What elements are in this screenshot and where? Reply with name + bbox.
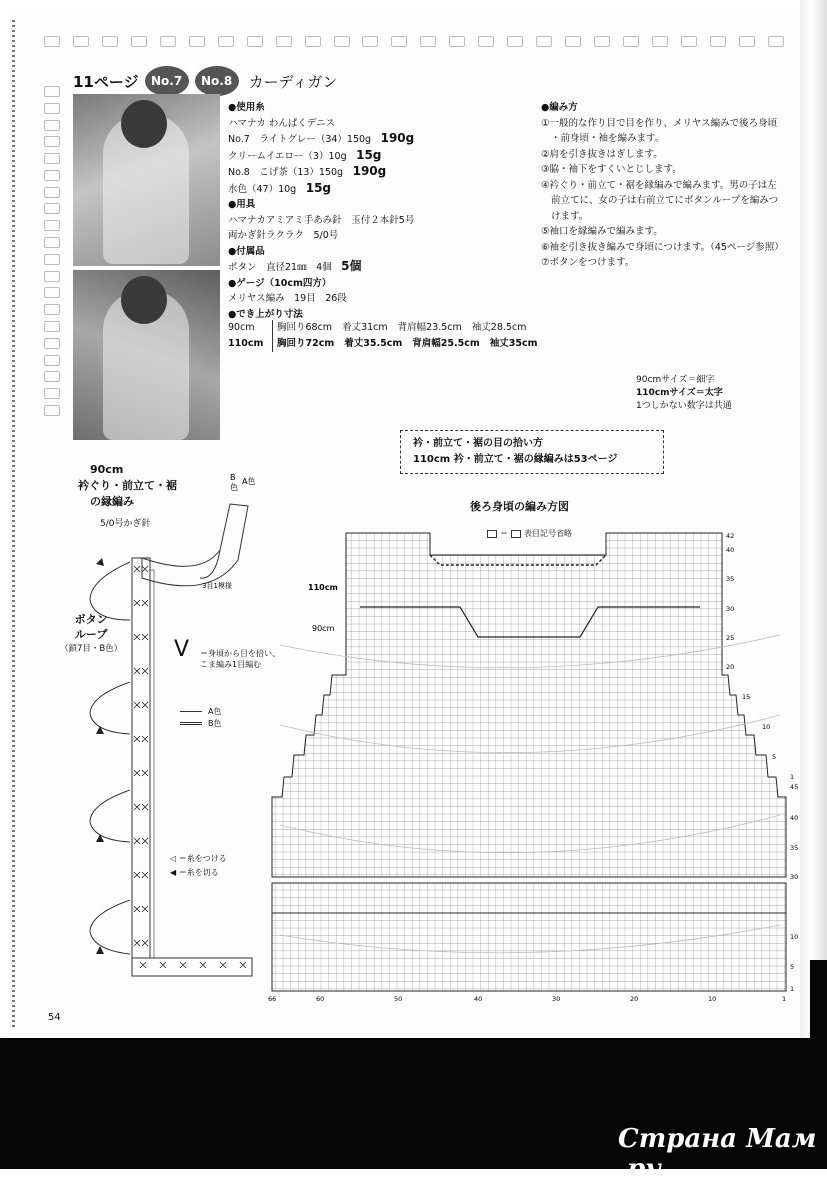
- binding-edge: [12, 20, 15, 1030]
- edging-b-label: B: [230, 473, 236, 482]
- method-step: ⑥袖を引き抜き編みで身頃につけます。（45ページ参照）: [541, 241, 784, 253]
- method-heading: ●編み方: [541, 102, 578, 113]
- edging-a-label: A色: [242, 477, 256, 486]
- pattern-header: [73, 66, 337, 96]
- edging-diagram: [70, 470, 270, 990]
- edging-hook: 5/0号かぎ針: [100, 519, 151, 529]
- cream-amount: 15g: [356, 147, 382, 162]
- method-step: ①一般的な作り目で目を作り、メリヤス編みで後ろ身頃: [541, 117, 778, 129]
- col-label: 40: [474, 995, 483, 1003]
- note-90: 90cmサイズ＝細字: [636, 375, 715, 385]
- yarn-heading: ●使用糸: [228, 102, 265, 113]
- edge-pickup-ref: 110cm 衿・前立て・裾の縁編みは53ページ: [413, 454, 618, 465]
- method-section: [541, 100, 806, 271]
- method-step: ⑦ボタンをつけます。: [541, 257, 635, 268]
- row-label: 10: [790, 933, 799, 941]
- legend-equals: ＝: [500, 529, 508, 538]
- notions-amount: 5個: [341, 259, 362, 273]
- v-note-line2: こま編み1目編む: [200, 660, 262, 669]
- row-label: 45: [790, 783, 799, 791]
- badge-no8: No.8: [195, 66, 239, 96]
- item-name: カーディガン: [248, 72, 338, 91]
- blue-yarn: 水色（47）10g: [228, 183, 297, 195]
- label-110: 110cm: [308, 583, 338, 592]
- method-step: ⑤袖口を縁編みで編みます。: [541, 226, 663, 237]
- col-label: 30: [552, 995, 561, 1003]
- row-label: 10: [762, 723, 771, 731]
- col-label: 20: [630, 995, 639, 1003]
- v-note-line1: ＝身頃から目を拾い、: [200, 649, 280, 658]
- decorative-side-strip: [44, 86, 60, 416]
- tools-heading: ●用具: [228, 199, 256, 210]
- v-stitch-icon: V: [174, 637, 190, 662]
- blue-amount: 15g: [305, 180, 332, 195]
- edging-title-line2: の縁編み: [90, 495, 134, 508]
- row-label: 1: [790, 773, 795, 781]
- no8-yarn: No.8 こげ茶（13）150g: [228, 167, 344, 178]
- color-b-label: B色: [208, 719, 222, 728]
- yarn-brand: ハマナカ わんぱくデニス: [228, 117, 335, 129]
- a-line-icon: [180, 711, 202, 712]
- finish-heading: ●でき上がり寸法: [228, 308, 303, 320]
- legend-text: 表目記号省略: [524, 529, 572, 538]
- page-reference: 11ページ: [73, 72, 139, 91]
- edge-pickup-title: 衿・前立て・裾の目の拾い方: [413, 438, 543, 449]
- method-step: ・前身頃・袖を編みます。: [551, 133, 665, 144]
- notions-buttons: ボタン 直径21㎜ 4個: [228, 262, 332, 273]
- tools-hook: 両かぎ針ラクラク 5/0号: [228, 230, 339, 241]
- col-label: 10: [708, 995, 717, 1003]
- size-notes: [636, 374, 732, 413]
- row-label: 30: [790, 873, 799, 881]
- edging-repeat: 3目1模様: [202, 582, 232, 590]
- note-common: 1つしかない数字は共通: [636, 401, 732, 411]
- row-label: 35: [726, 575, 735, 583]
- scan-shadow: [810, 960, 827, 1040]
- row-label: 25: [726, 634, 735, 642]
- method-step: ④衿ぐり・前立て・裾を縁編みで編みます。男の子は左: [541, 179, 777, 191]
- decorative-strip: [44, 36, 784, 50]
- photo-boy: [73, 94, 220, 266]
- row-label: 1: [790, 985, 795, 993]
- sleeve-cell: 袖丈28.5cm: [471, 322, 527, 333]
- method-step: ②肩を引き抜きはぎします。: [541, 148, 663, 160]
- chest-cell: 胸回り68cm: [272, 320, 332, 336]
- cut-yarn-label: ＝糸を切る: [178, 868, 219, 877]
- no7-yarn: No.7 ライトグレー（34）150g: [228, 134, 372, 145]
- col-label: 66: [268, 995, 277, 1003]
- row-label: 5: [790, 963, 795, 971]
- length-cell: 着丈31cm: [342, 322, 388, 333]
- notions-heading: ●付属品: [228, 245, 265, 257]
- col-label: 1: [782, 995, 787, 1003]
- row-label: 42: [726, 532, 735, 540]
- button-loop-sub: （鎖7目・B色）: [60, 644, 123, 654]
- shoulder-cell: 背肩幅23.5cm: [397, 322, 462, 333]
- button-loop-label: [60, 612, 122, 657]
- size-row: [228, 320, 538, 336]
- tools-needles: ハマナカアミアミ手あみ針 玉付２本針5号: [228, 214, 415, 226]
- watermark: Страна Мам .ру: [618, 1124, 817, 1184]
- button-loop-title2: ループ: [74, 628, 108, 641]
- photo-girl: [73, 270, 220, 440]
- attach-yarn-icon: ◁: [170, 854, 177, 863]
- chest-cell: 胸回り72cm: [272, 336, 334, 352]
- cut-yarn-icon: ◀: [170, 868, 177, 877]
- back-chart-title: 後ろ身頃の編み方図: [470, 500, 569, 513]
- finished-sizes-table: [228, 320, 538, 352]
- back-body-chart: [260, 525, 800, 1005]
- materials-section: [228, 100, 528, 322]
- size-row: [228, 336, 538, 352]
- edging-title-line1: 衿ぐり・前立て・裾: [78, 479, 177, 492]
- edging-size: 90cm: [90, 463, 124, 476]
- row-label: 35: [790, 844, 799, 852]
- row-label: 40: [790, 814, 799, 822]
- note-110: 110cmサイズ＝太字: [636, 388, 723, 398]
- size-cell: 110cm: [228, 338, 264, 349]
- method-step: けます。: [551, 210, 589, 222]
- color-a-label: A色: [208, 707, 222, 716]
- row-label: 30: [726, 605, 735, 613]
- gauge-value: メリヤス編み 19目 26段: [228, 293, 347, 304]
- badge-no7: No.7: [145, 66, 189, 96]
- cream-yarn: クリームイエロー（3）10g: [228, 150, 347, 162]
- page-number: 54: [48, 1012, 61, 1023]
- length-cell: 着丈35.5cm: [344, 338, 403, 349]
- attach-yarn-label: ＝糸をつける: [178, 854, 227, 863]
- b-line-icon: [180, 722, 202, 725]
- col-label: 60: [316, 995, 325, 1003]
- v-symbol-note: [174, 637, 280, 670]
- size-cell: 90cm: [228, 322, 255, 333]
- edge-pickup-box: [400, 430, 664, 474]
- row-label: 15: [742, 693, 751, 701]
- no8-amount: 190g: [352, 164, 387, 178]
- col-label: 50: [394, 995, 403, 1003]
- sleeve-cell: 袖丈35cm: [489, 338, 538, 349]
- row-label: 20: [726, 663, 735, 671]
- row-label: 40: [726, 546, 735, 554]
- row-label: 5: [772, 753, 777, 761]
- shoulder-cell: 背肩幅25.5cm: [412, 338, 480, 349]
- color-legend: [180, 706, 222, 730]
- no7-amount: 190g: [380, 131, 415, 145]
- yarn-markers-legend: [170, 852, 227, 880]
- chart-upper-body: [272, 533, 786, 877]
- button-loop-title1: ボタン: [74, 613, 108, 626]
- method-step: ③脇・袖下をすくいとじします。: [541, 164, 682, 175]
- label-90: 90cm: [312, 624, 335, 633]
- edging-b-label2: 色: [230, 483, 238, 492]
- gauge-heading: ●ゲージ（10cm四方）: [228, 277, 332, 289]
- method-step: 前立てに、女の子は右前立てにボタンループを編みつ: [551, 195, 779, 206]
